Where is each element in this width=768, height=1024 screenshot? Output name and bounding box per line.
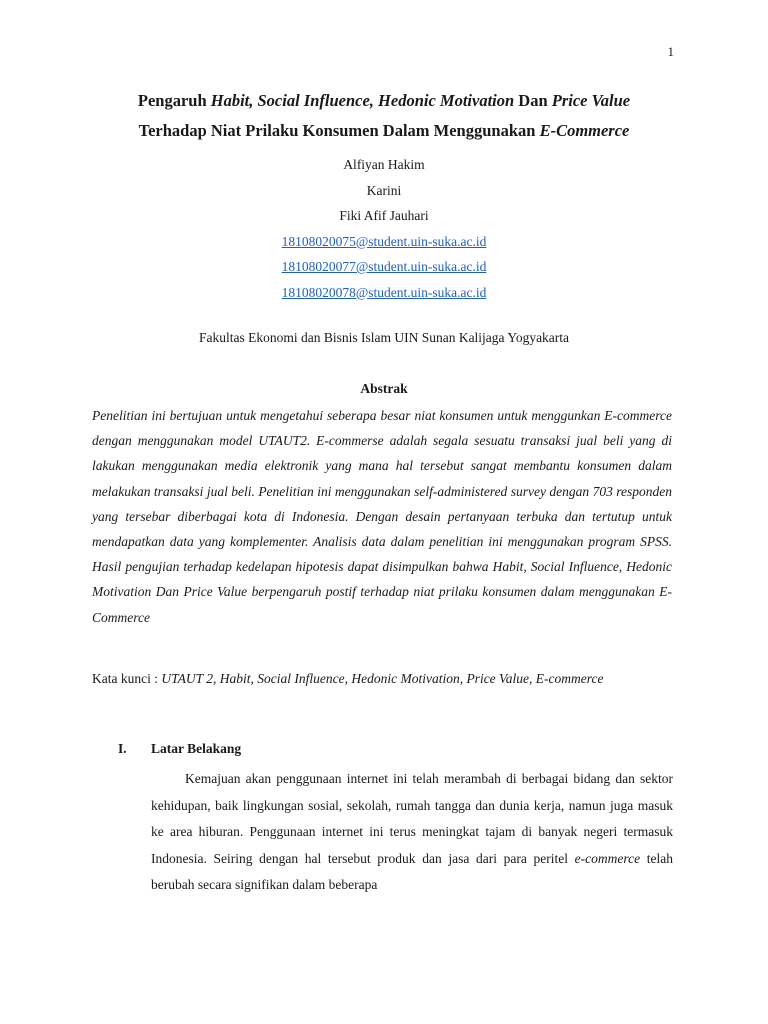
page-number: 1 [667, 44, 674, 59]
title-run: E-Commerce [539, 121, 630, 140]
abstract-heading: Abstrak [360, 381, 408, 396]
author-name: Alfiyan Hakim [343, 157, 425, 172]
paragraph-text-continued: telah berubah secara signifikan dalam beberapa [151, 850, 673, 892]
title-line-2 [92, 116, 676, 146]
title-run: Terhadap Niat Prilaku Konsumen Dalam Menggunakan [138, 121, 540, 140]
paper-title [92, 86, 676, 146]
title-run: Dan [514, 91, 552, 110]
affiliation: Fakultas Ekonomi dan Bisnis Islam UIN Sunan Kalijaga Yogyakarta [198, 330, 570, 345]
section-number: I. [118, 741, 127, 756]
body-paragraph [151, 766, 673, 899]
title-run: Pengaruh [137, 91, 211, 110]
section-heading [118, 741, 241, 757]
paragraph-italic-term: e-commerce [574, 850, 641, 866]
author-block [92, 152, 676, 305]
author-name: Fiki Afif Jauhari [339, 208, 429, 223]
author-email-link[interactable]: 18108020075@student.uin-suka.ac.id [281, 233, 487, 249]
title-line-1 [92, 86, 676, 116]
section-title: Latar Belakang [151, 741, 242, 756]
keywords-label: Kata kunci : [92, 671, 162, 686]
paragraph-text: Kemajuan akan penggunaan internet ini telah merambah di berbagai bidang dan sektor kehidupan, baik lingkungan sosial, sekolah, rumah tangga dan dunia kerja, namun juga masuk ke area hiburan. Penggunaan internet ini terus meningkat tajam di banyak negeri termasuk Indonesia. Seiring dengan hal tersebut produk dan jasa dari para peritel [151, 771, 673, 866]
keywords-values: UTAUT 2, Habit, Social Influence, Hedonic Motivation, Price Value, E-commerce [161, 671, 604, 686]
title-run: Habit, Social Influence, Hedonic Motivation [210, 91, 515, 110]
keywords [92, 666, 672, 691]
author-name: Karini [366, 182, 402, 198]
abstract-text: Penelitian ini bertujuan untuk mengetahui seberapa besar niat konsumen untuk menggunkan E-commerce dengan menggunakan model UTAUT2. E-commerse adalah segala sesuatu transaksi jual beli yang di lakukan menggunakan media elektronik yang mana hal tersebut sangat membantu konsumen dalam melakukan transaksi jual beli. Penelitian ini menggunakan self-administered survey dengan 703 responden yang tersebar diberbagai kota di Indonesia. Dengan desain pertanyaan terbuka dan tertutup untuk mendapatkan data yang komplementer. Analisis data dalam penelitian ini menggunakan program SPSS. Hasil pengujian terhadap kedelapan hipotesis dapat disimpulkan bahwa Habit, Social Influence, Hedonic Motivation Dan Price Value berpengaruh postif terhadap niat prilaku konsumen dalam menggunakan E-Commerce [92, 408, 672, 625]
title-run: Price Value [551, 91, 631, 110]
author-email-link[interactable]: 18108020077@student.uin-suka.ac.id [281, 259, 487, 274]
author-email-link[interactable]: 18108020078@student.uin-suka.ac.id [281, 284, 487, 300]
